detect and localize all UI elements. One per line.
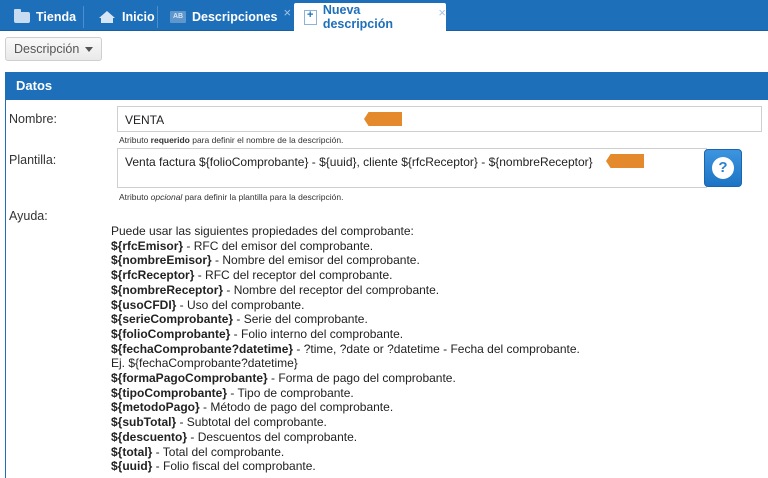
chevron-down-icon: [85, 47, 93, 52]
ayuda-label: Ayuda:: [9, 209, 48, 223]
plantilla-value: Venta factura ${folioComprobante} - ${uuid}, cliente ${rfcReceptor} - ${nombreReceptor}: [125, 155, 593, 169]
help-item: ${descuento} - Descuentos del comprobante.: [111, 429, 358, 444]
tab-label: Inicio: [122, 10, 155, 24]
home-icon: [98, 10, 116, 24]
descripcion-dropdown-button[interactable]: [5, 37, 102, 61]
tab-separator: [157, 6, 158, 28]
help-item: ${serieComprobante} - Serie del comprobante.: [111, 312, 368, 327]
tab-label: Descripciones: [192, 10, 278, 24]
help-item: ${subTotal} - Subtotal del comprobante.: [111, 415, 327, 430]
help-item: ${rfcReceptor} - RFC del receptor del comprobante.: [111, 268, 393, 283]
nombre-hint: Atributo requerido para definir el nombre de la descripción.: [119, 135, 344, 145]
tab-label: Nueva descripción: [322, 3, 394, 31]
plantilla-label: Plantilla:: [9, 153, 57, 167]
help-item: ${folioComprobante} - Folio interno del comprobante.: [111, 326, 404, 341]
help-item: ${total} - Total del comprobante.: [111, 444, 285, 459]
help-item: ${rfcEmisor} - RFC del emisor del comprobante.: [111, 238, 374, 253]
help-intro: Puede usar las siguientes propiedades del comprobante:: [111, 224, 414, 238]
help-item: ${usoCFDI} - Uso del comprobante.: [111, 297, 305, 312]
plantilla-hint: Atributo opcional para definir la plantilla para la descripción.: [119, 192, 344, 202]
nombre-value: VENTA: [125, 113, 165, 127]
help-text: [111, 224, 580, 474]
help-item: Ej. ${fechaComprobante?datetime}: [111, 356, 298, 371]
annotation-arrow: [364, 112, 402, 126]
help-item: ${nombreReceptor} - Nombre del receptor del comprobante.: [111, 282, 440, 297]
annotation-arrow: [606, 154, 644, 168]
new-document-icon: [304, 10, 317, 25]
nombre-label: Nombre:: [9, 112, 57, 126]
toolbar: [0, 31, 768, 67]
nombre-field[interactable]: [117, 106, 762, 132]
ab-icon: AB: [170, 11, 186, 23]
folder-icon: [14, 12, 30, 23]
close-icon[interactable]: ×: [283, 4, 292, 20]
help-item: ${uuid} - Folio fiscal del comprobante.: [111, 459, 316, 474]
help-item: ${fechaComprobante?datetime} - ?time, ?date or ?datetime - Fecha del comprobante.: [111, 341, 580, 356]
tab-bar: [0, 0, 768, 31]
dropdown-label: Descripción: [14, 42, 80, 56]
help-item: ${metodoPago} - Método de pago del comprobante.: [111, 400, 394, 415]
close-icon[interactable]: ×: [438, 4, 446, 20]
tab-label: Tienda: [36, 10, 77, 24]
tab-descripciones[interactable]: [160, 3, 291, 31]
tab-inicio[interactable]: [88, 3, 155, 31]
tab-separator: [83, 6, 84, 28]
question-icon: ?: [712, 157, 734, 179]
help-button[interactable]: [704, 149, 742, 187]
help-item: ${formaPagoComprobante} - Forma de pago del comprobante.: [111, 371, 456, 386]
tab-nueva-descripcion[interactable]: [294, 3, 446, 31]
tab-tienda[interactable]: [4, 3, 76, 31]
help-item: ${tipoComprobante} - Tipo de comprobante.: [111, 385, 354, 400]
panel-title: Datos: [6, 72, 768, 100]
help-item: ${nombreEmisor} - Nombre del emisor del comprobante.: [111, 253, 420, 268]
